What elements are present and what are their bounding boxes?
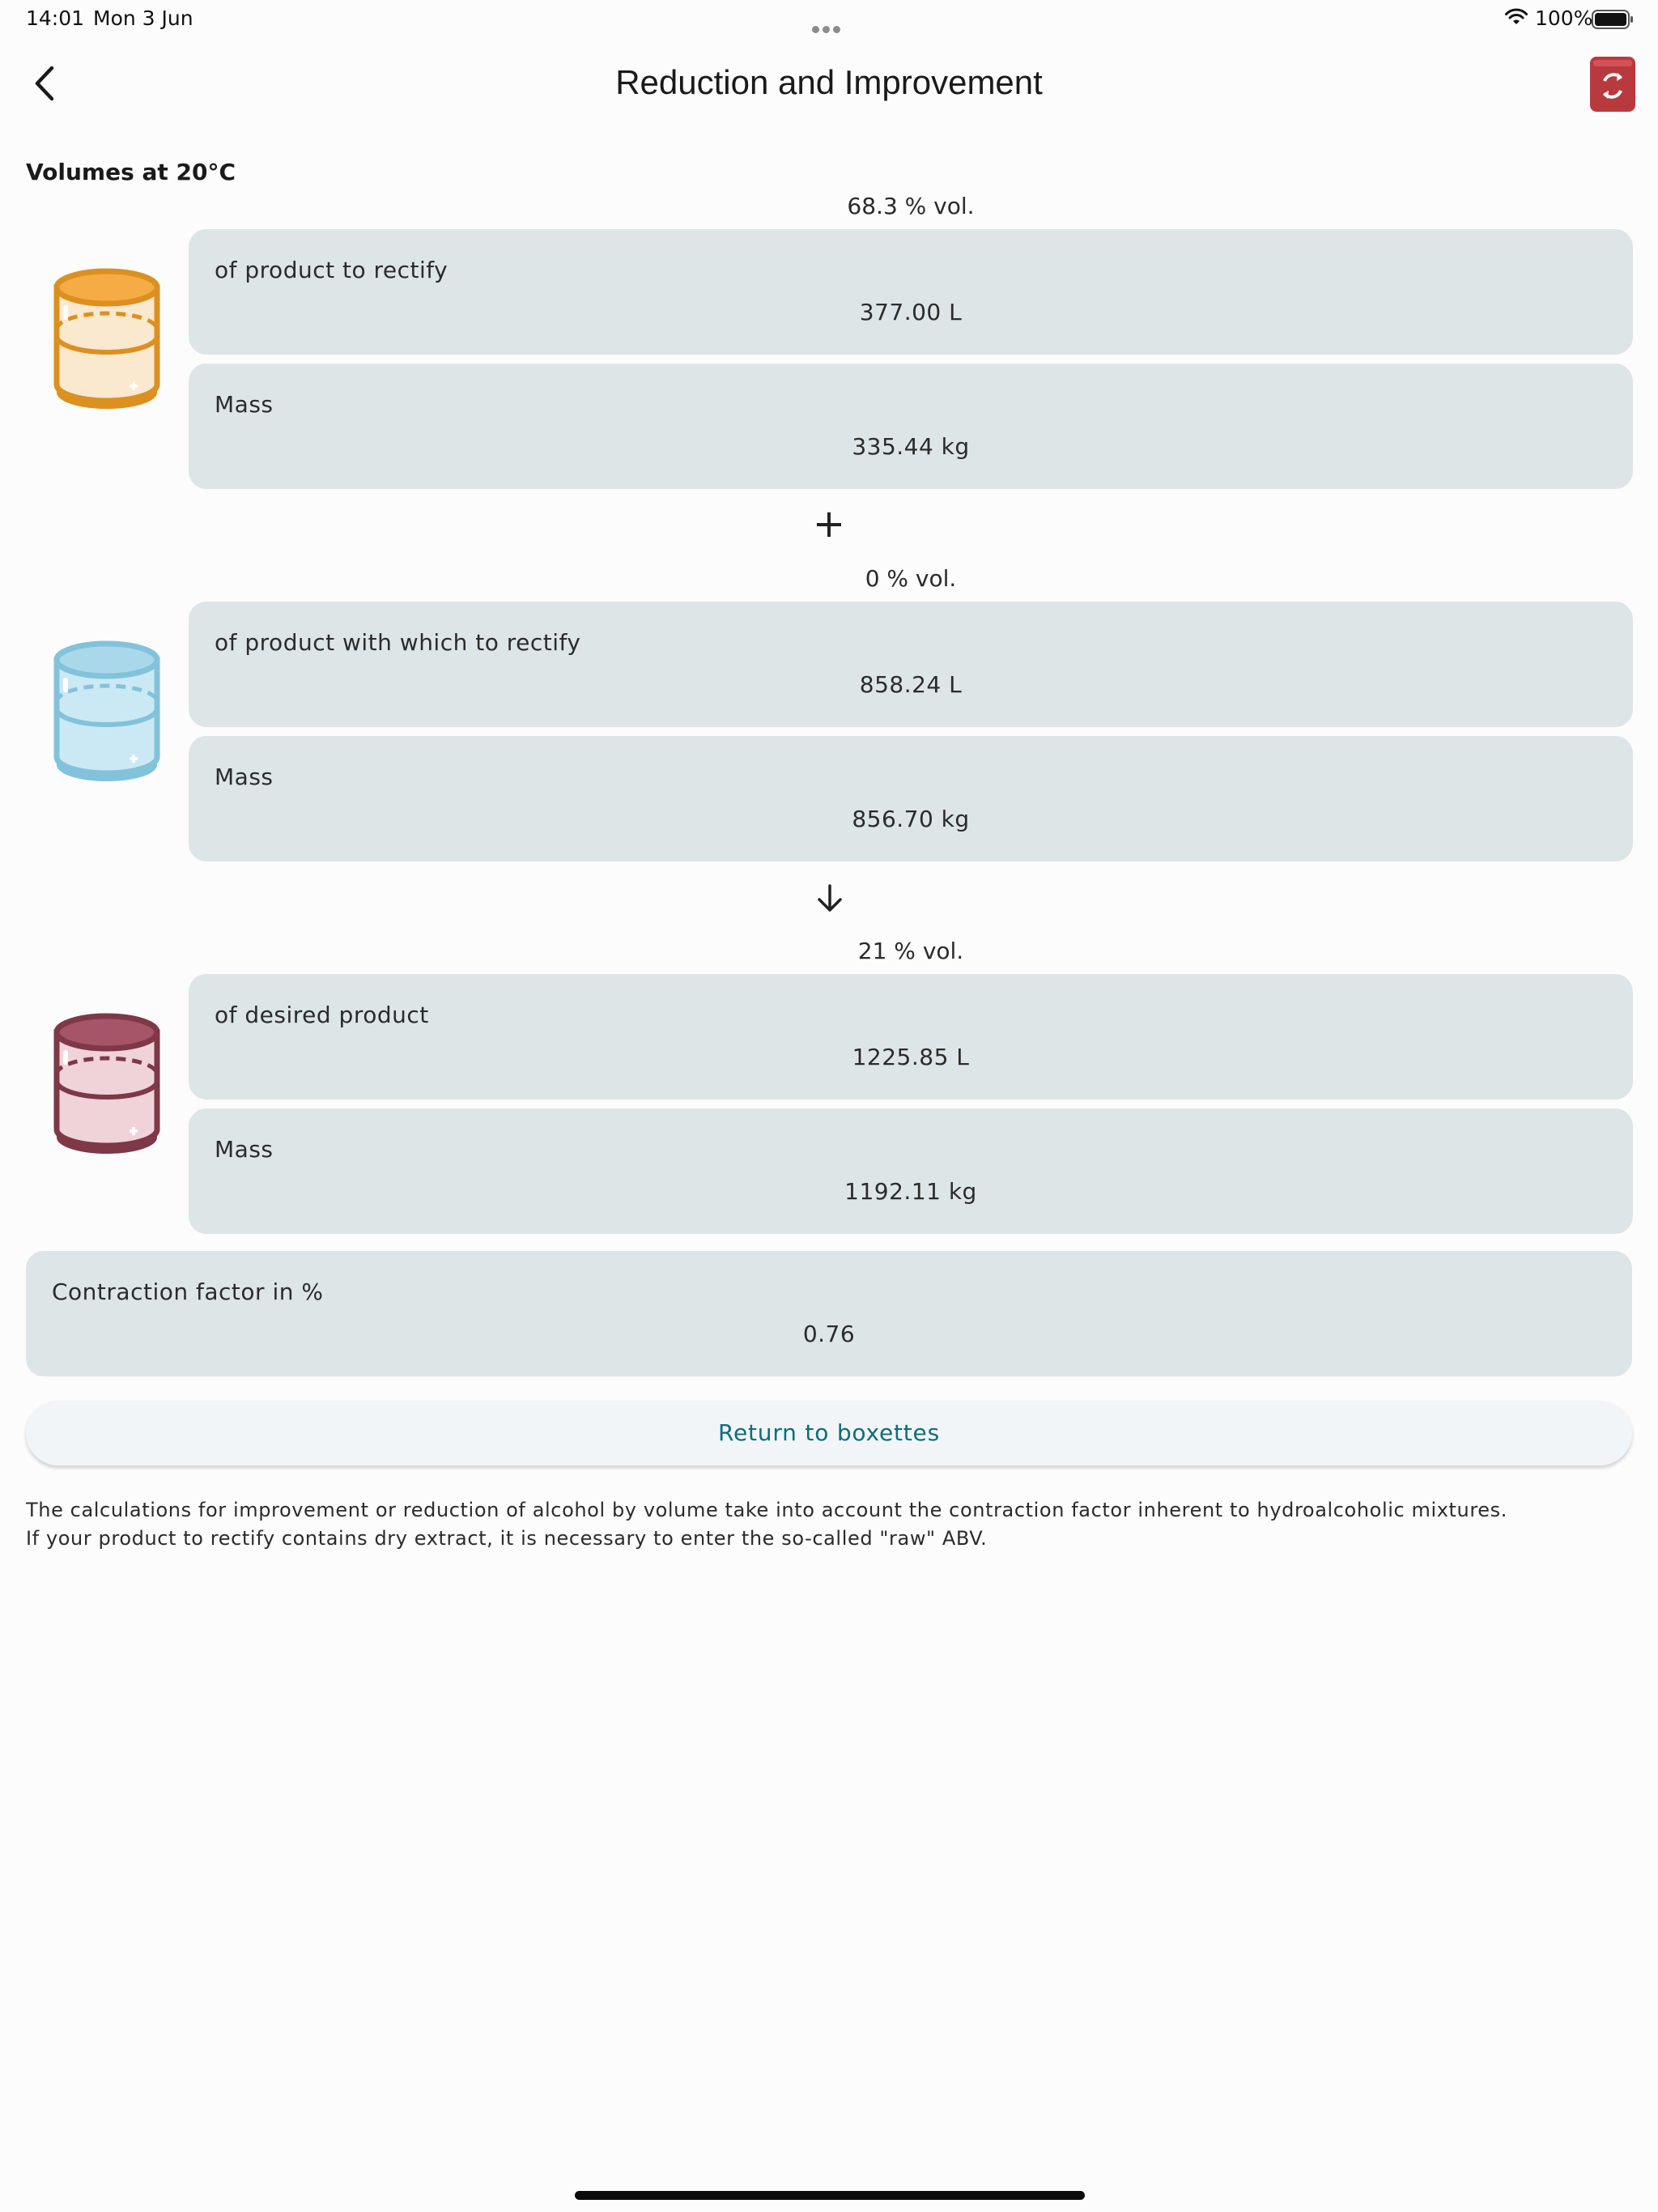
info-note <box>26 1496 1632 1553</box>
wifi-icon <box>1504 8 1528 26</box>
mass-label: Mass <box>215 764 274 790</box>
mass-label: Mass <box>215 1136 274 1163</box>
product-to-rectify-abv[interactable]: 68.3 % vol. <box>847 193 975 219</box>
contraction-factor-field <box>26 1251 1632 1376</box>
status-date: Mon 3 Jun <box>93 6 193 30</box>
volume-label: of product to rectify <box>215 257 449 283</box>
desired-product-abv[interactable]: 21 % vol. <box>857 938 964 964</box>
volume-label: of desired product <box>215 1002 429 1028</box>
return-to-boxettes-button[interactable]: Return to boxettes <box>26 1401 1632 1465</box>
status-bar <box>0 0 1658 39</box>
burgundy-barrel-icon <box>50 1008 164 1154</box>
contraction-value: 0.76 <box>802 1321 856 1347</box>
product-with-which-mass-field[interactable] <box>189 736 1633 861</box>
product-to-rectify-volume-field[interactable] <box>189 229 1633 355</box>
more-dots-icon[interactable] <box>812 15 846 23</box>
home-indicator[interactable] <box>575 2191 1085 2200</box>
product-with-which-abv[interactable]: 0 % vol. <box>865 565 957 592</box>
blue-barrel-icon <box>50 636 164 781</box>
orange-barrel-icon <box>50 263 164 409</box>
contraction-label: Contraction factor in % <box>52 1278 324 1305</box>
note-line-1: The calculations for improvement or reduction of alcohol by volume take into account the contraction factor inherent to hydroalcoholic mixtures. <box>26 1499 1508 1521</box>
plus-symbol: + <box>812 501 846 547</box>
battery-percent: 100% <box>1535 6 1593 30</box>
volume-value: 377.00 L <box>859 299 963 325</box>
battery-icon <box>1592 10 1634 29</box>
volume-value: 858.24 L <box>859 671 963 698</box>
arrow-down-icon <box>816 884 844 913</box>
app-logo-icon[interactable] <box>1590 57 1635 112</box>
mass-value: 335.44 kg <box>852 433 970 460</box>
note-line-2: If your product to rectify contains dry extract, it is necessary to enter the so-called "raw" ABV. <box>26 1527 988 1550</box>
volume-value: 1225.85 L <box>852 1044 970 1070</box>
volume-label: of product with which to rectify <box>215 629 581 656</box>
mass-value: 856.70 kg <box>852 806 970 832</box>
page-title: Reduction and Improvement <box>615 63 1043 101</box>
mass-label: Mass <box>215 391 274 418</box>
status-time: 14:01 <box>26 6 85 30</box>
mass-value: 1192.11 kg <box>844 1178 977 1205</box>
desired-product-mass-field[interactable] <box>189 1108 1633 1234</box>
product-with-which-volume-field[interactable] <box>189 602 1633 727</box>
section-label: Volumes at 20°C <box>26 159 236 185</box>
product-to-rectify-mass-field[interactable] <box>189 364 1633 489</box>
desired-product-volume-field[interactable] <box>189 974 1633 1100</box>
